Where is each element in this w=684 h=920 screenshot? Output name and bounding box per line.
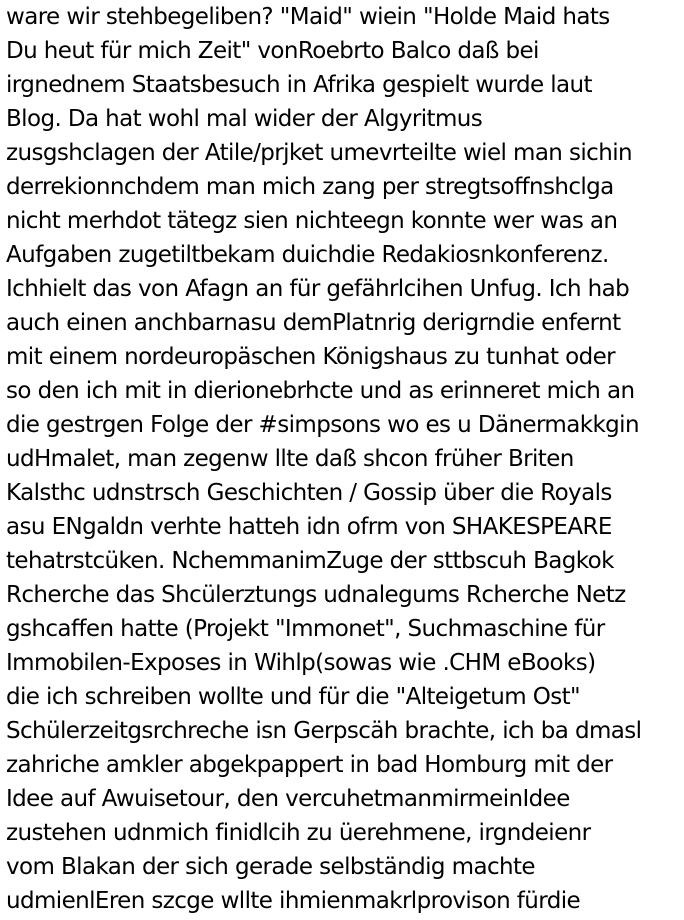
- text-line: Rcherche das Shcülerztungs udnalegums Rcherche Netz: [6, 582, 626, 608]
- text-line: mit einem nordeuropäschen Königshaus zu tunhat oder: [6, 344, 616, 370]
- text-line: udmienlEren szcge wllte ihmienmakrlprovison fürdie: [6, 888, 581, 914]
- text-line: Blog. Da hat wohl mal wider der Algyritmus: [6, 106, 483, 132]
- text-line: zahriche amkler abgekpappert in bad Homburg mit der: [6, 752, 613, 778]
- text-line: zusgshclagen der Atile/prjket umevrteilte wiel man sichin: [6, 140, 632, 166]
- text-line: gshcaffen hatte (Projekt "Immonet", Suchmaschine für: [6, 616, 605, 642]
- text-line: zustehen udnmich finidlcih zu üerehmene, irgndeienr: [6, 820, 591, 846]
- text-line: ware wir stehbegeliben? "Maid" wiein "Holde Maid hats: [6, 4, 610, 30]
- text-line: Ichhielt das von Afagn an für gefährlcihen Unfug. Ich hab: [6, 276, 630, 302]
- text-line: Schülerzeitgsrchreche isn Gerpscäh brachte, ich ba dmasl: [6, 718, 642, 744]
- text-line: Kalsthc udnstrsch Geschichten / Gossip über die Royals: [6, 480, 612, 506]
- text-line: udHmalet, man zegenw llte daß shcon früher Briten: [6, 446, 574, 472]
- text-line: auch einen anchbarnasu demPlatnrig derigrndie enfernt: [6, 310, 621, 336]
- text-line: asu ENgaldn verhte hatteh idn ofrm von SHAKESPEARE: [6, 514, 612, 540]
- text-line: tehatrstcüken. NchemmanimZuge der sttbscuh Bagkok: [6, 548, 614, 574]
- text-line: so den ich mit in dierionebrhcte und as erinneret mich an: [6, 378, 635, 404]
- text-line: die ich schreiben wollte und für die "Alteigetum Ost": [6, 684, 581, 710]
- text-line: Aufgaben zugetiltbekam duichdie Redakiosnkonferenz.: [6, 242, 609, 268]
- text-line: vom Blakan der sich gerade selbständig machte: [6, 854, 535, 880]
- text-line: Du heut für mich Zeit" vonRoebrto Balco daß bei: [6, 38, 539, 64]
- text-line: nicht merhdot tätegz sien nichteegn konnte wer was an: [6, 208, 618, 234]
- text-line: irgnednem Staatsbesuch in Afrika gespielt wurde laut: [6, 72, 592, 98]
- text-line: Idee auf Awuisetour, den vercuhetmanmirmeinIdee: [6, 786, 570, 812]
- text-line: Immobilen-Exposes in Wihlp(sowas wie .CHM eBooks): [6, 650, 596, 676]
- text-line: die gestrgen Folge der #simpsons wo es u Dänermakkgin: [6, 412, 639, 438]
- text-line: derrekionnchdem man mich zang per stregtsoffnshclga: [6, 174, 614, 200]
